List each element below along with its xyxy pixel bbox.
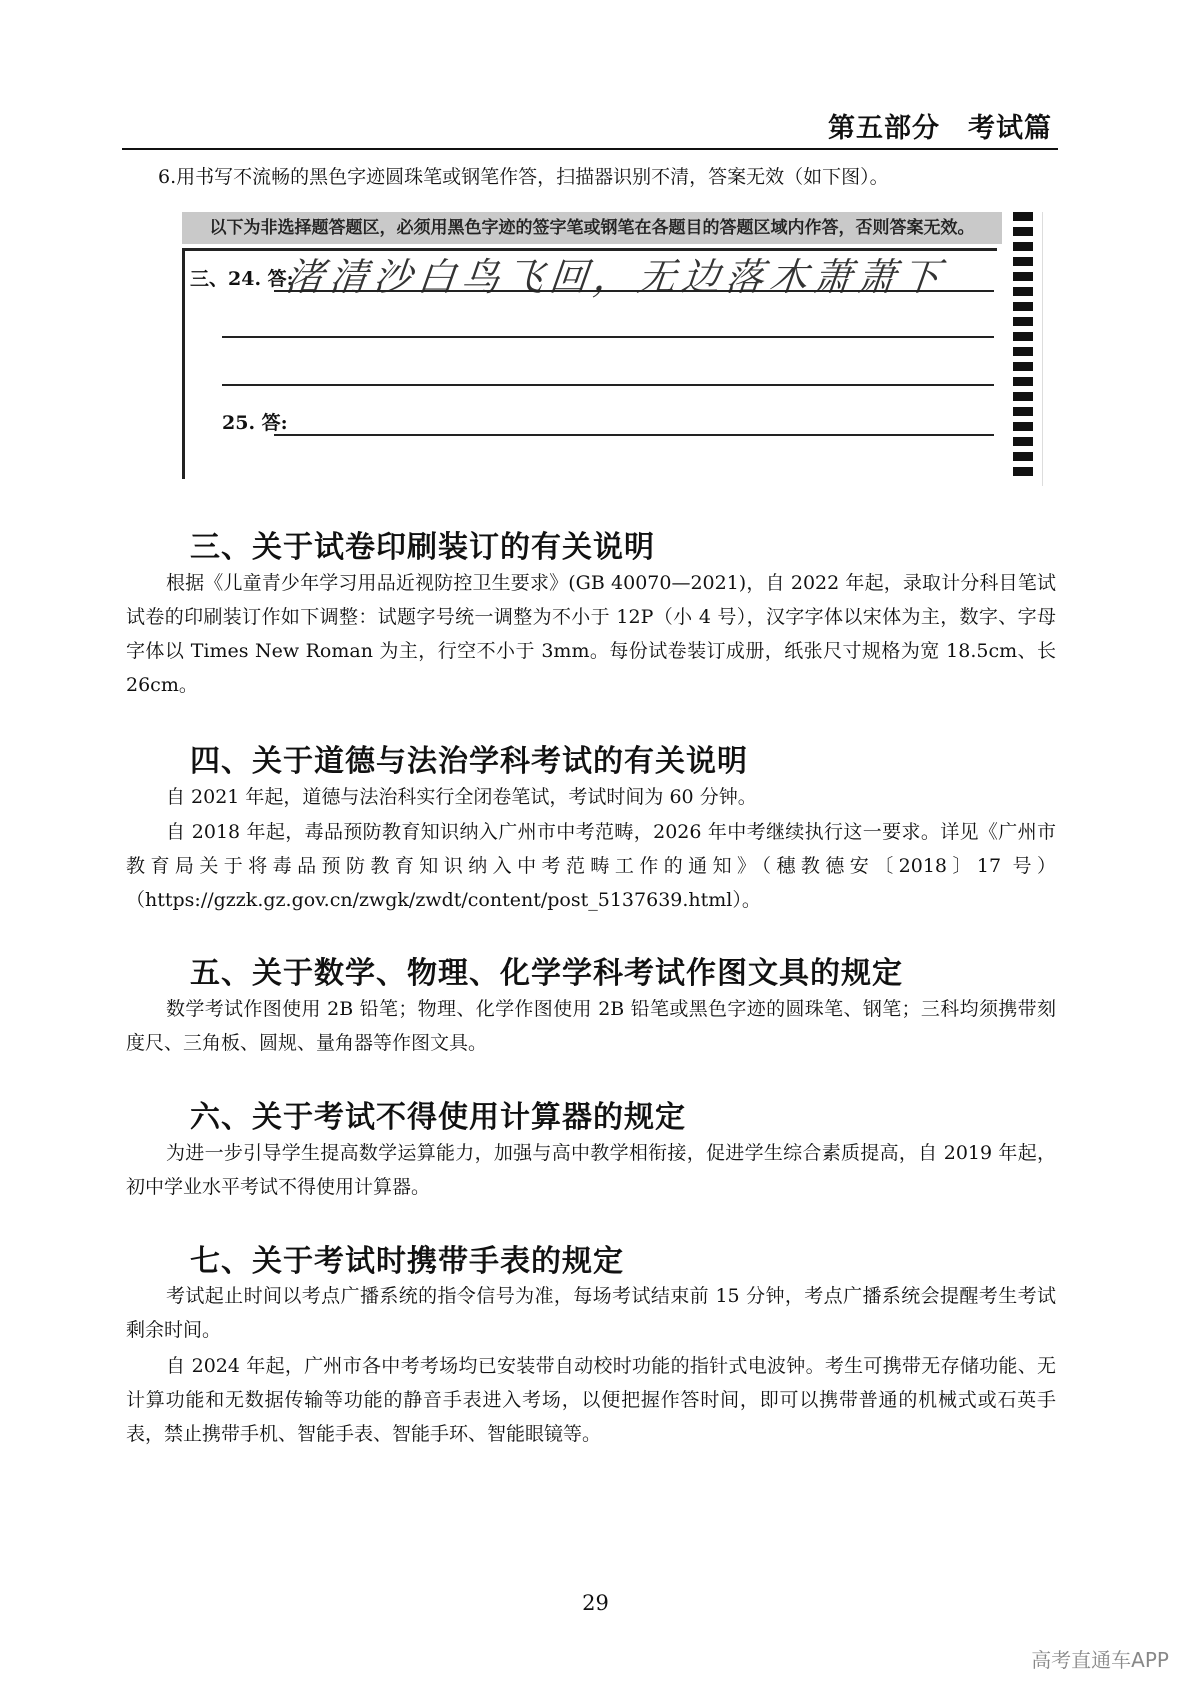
section-7-paragraph-1: 考试起止时间以考点广播系统的指令信号为准，每场考试结束前 15 分钟，考点广播系统会提醒考生考试剩余时间。 <box>126 1285 1056 1341</box>
page-header <box>122 104 1058 150</box>
question-24-label: 三、24. 答: <box>190 268 294 290</box>
section-6-paragraph-1: 为进一步引导学生提高数学运算能力，加强与高中教学相衔接，促进学生综合素质提高，自 2019 年起，初中学业水平考试不得使用计算器。 <box>126 1142 1056 1198</box>
section-3-paragraph-1: 根据《儿童青少年学习用品近视防控卫生要求》(GB 40070—2021)，自 2022 年起，录取计分科目笔试试卷的印刷装订作如下调整：试题字号统一调整为不小于 12P（小 4 号），汉字字体以宋体为主，数字、字母字体以 Times New Roman 为主，行空不小于 3mm。每份试卷装订成册，纸张尺寸规格为宽 18.5cm、长 26cm。 <box>126 572 1056 696</box>
section-5-heading: 五、关于数学、物理、化学学科考试作图文具的规定 <box>190 956 903 991</box>
item-6-text: 6.用书写不流畅的黑色字迹圆珠笔或钢笔作答，扫描器识别不清，答案无效（如下图）。 <box>158 166 889 188</box>
section-3-heading: 三、关于试卷印刷装订的有关说明 <box>190 530 655 565</box>
question-24-handwriting: 渚清沙白鸟飞回，无边落木萧萧下 <box>283 255 948 299</box>
section-4-paragraph-1: 自 2021 年起，道德与法治科实行全闭卷笔试，考试时间为 60 分钟。 <box>166 786 757 808</box>
section-7-heading: 七、关于考试时携带手表的规定 <box>190 1244 624 1279</box>
section-6-heading: 六、关于考试不得使用计算器的规定 <box>190 1100 686 1135</box>
section-4-paragraph-2: 自 2018 年起，毒品预防教育知识纳入广州市中考范畴，2026 年中考继续执行这一要求。详见《广州市教育局关于将毒品预防教育知识纳入中考范畴工作的通知》（穗教德安〔2018〕17 号）（https://gzzk.gz.gov.cn/zwgk/zwdt/content/post_5137639.html）。 <box>126 821 1056 911</box>
section-7-paragraph-2: 自 2024 年起，广州市各中考考场均已安装带自动校时功能的指针式电波钟。考生可携带无存储功能、无计算功能和无数据传输等功能的静音手表进入考场，以便把握作答时间，即可以携带普通的机械式或石英手表，禁止携带手机、智能手表、智能手环、智能眼镜等。 <box>126 1355 1056 1445</box>
answer-sheet-banner: 以下为非选择题答题区，必须用黑色字迹的签字笔或钢笔在各题目的答题区域内作答，否则答案无效。 <box>182 212 1002 244</box>
answer-line-1 <box>274 290 994 292</box>
answer-line-4 <box>274 434 994 436</box>
section-4-heading: 四、关于道德与法治学科考试的有关说明 <box>190 744 748 779</box>
page-number: 29 <box>582 1591 609 1615</box>
answer-line-2 <box>222 336 994 338</box>
header-title: 第五部分 考试篇 <box>828 113 1052 144</box>
answer-sheet-example-figure <box>178 212 1043 486</box>
question-25-label: 25. 答: <box>222 412 288 434</box>
section-5-paragraph-1: 数学考试作图使用 2B 铅笔；物理、化学作图使用 2B 铅笔或黑色字迹的圆珠笔、钢笔；三科均须携带刻度尺、三角板、圆规、量角器等作图文具。 <box>126 998 1056 1054</box>
answer-line-3 <box>222 384 994 386</box>
timing-marks <box>1013 212 1035 482</box>
watermark: 高考直通车APP <box>1031 1648 1169 1672</box>
